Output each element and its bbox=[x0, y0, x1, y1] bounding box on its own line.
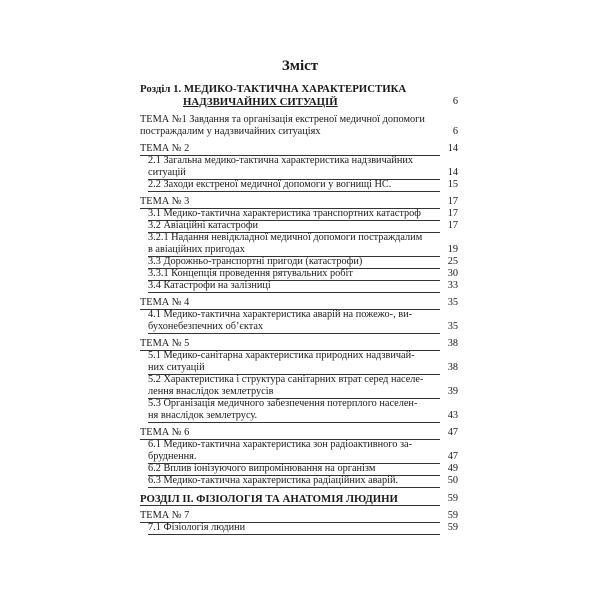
toc-entry bbox=[0, 96, 600, 108]
toc-entry-page: 30 bbox=[447, 268, 458, 279]
toc-entry-title: ТЕМА № 7 bbox=[140, 510, 190, 521]
toc-entry-page: 35 bbox=[447, 297, 458, 308]
toc-entry-title: лення внаслідок землетрусів bbox=[148, 386, 274, 397]
toc-entry-title: ТЕМА № 4 bbox=[140, 297, 190, 308]
toc-entry bbox=[0, 475, 600, 487]
toc-rule bbox=[148, 333, 440, 334]
toc-entry-page: 59 bbox=[447, 522, 458, 533]
toc-entry-page: 14 bbox=[447, 167, 458, 178]
toc-entry bbox=[0, 167, 600, 179]
toc-entry-title: ТЕМА № 3 bbox=[140, 196, 190, 207]
toc-entry-title: НАДЗВИЧАЙНИХ СИТУАЦІЙ bbox=[183, 96, 338, 108]
toc-entry-page: 59 bbox=[447, 510, 458, 521]
toc-rule bbox=[148, 292, 440, 293]
toc-entry-title: 3.3 Дорожньо-транспортні пригоди (катастрофи) bbox=[148, 256, 363, 267]
toc-entry bbox=[0, 510, 600, 522]
toc-entry-page: 33 bbox=[447, 280, 458, 291]
toc-entry-title: ТЕМА № 2 bbox=[140, 143, 190, 154]
toc-entry-title: них ситуацій bbox=[148, 362, 205, 373]
toc-entry-page: 47 bbox=[447, 427, 458, 438]
toc-entry bbox=[0, 179, 600, 191]
toc-entry bbox=[0, 463, 600, 475]
toc-entry bbox=[0, 114, 600, 126]
toc-entry bbox=[0, 297, 600, 309]
toc-entry bbox=[0, 268, 600, 280]
toc-entry-page: 39 bbox=[447, 386, 458, 397]
toc-entry-title: ТЕМА №1 Завдання та організація екстреної медичної допомоги bbox=[140, 114, 425, 125]
toc-entry bbox=[0, 350, 600, 362]
toc-entry-title: 3.4 Катастрофи на залізниці bbox=[148, 280, 271, 291]
toc-entry-page: 19 bbox=[447, 244, 458, 255]
toc-entry bbox=[0, 362, 600, 374]
toc-entry-title: РОЗДІЛ ІІ. ФІЗІОЛОГІЯ ТА АНАТОМІЯ ЛЮДИНИ bbox=[140, 493, 398, 505]
toc-rule bbox=[148, 422, 440, 423]
toc-rule bbox=[140, 505, 440, 506]
toc-entry-page: 17 bbox=[447, 220, 458, 231]
toc-entry-title: ня внаслідок землетрусу. bbox=[148, 410, 258, 421]
toc-entry-title: 5.1 Медико-санітарна характеристика природних надзвичай- bbox=[148, 350, 415, 361]
toc-rule bbox=[148, 534, 440, 535]
toc-entry-page: 38 bbox=[447, 362, 458, 373]
toc-entry-title: 6.1 Медико-тактична характеристика зон радіоактивного за- bbox=[148, 439, 413, 450]
toc-entry bbox=[0, 410, 600, 422]
toc-entry-title: бруднення. bbox=[148, 451, 197, 462]
toc-entry-title: в авіаційних пригодах bbox=[148, 244, 245, 255]
toc-entry-page: 14 bbox=[447, 143, 458, 154]
toc-entry-page: 43 bbox=[447, 410, 458, 421]
toc-entry-page: 6 bbox=[452, 126, 458, 137]
toc-entry bbox=[0, 155, 600, 167]
toc-entry-page: 49 bbox=[447, 463, 458, 474]
toc-entry-title: ТЕМА № 5 bbox=[140, 338, 190, 349]
toc-entry-title: 2.2 Заходи екстреної медичної допомоги у вогнищі НС. bbox=[148, 179, 392, 190]
toc-rule bbox=[148, 191, 440, 192]
toc-entry-title: постраждалим у надзвичайних ситуаціях bbox=[140, 126, 321, 137]
page-title: Зміст bbox=[281, 58, 319, 74]
toc-entry-page: 35 bbox=[447, 321, 458, 332]
toc-entry-title: бухонебезпечних об’єктах bbox=[148, 321, 264, 332]
toc-entry bbox=[0, 321, 600, 333]
toc-entry bbox=[0, 256, 600, 268]
toc-entry bbox=[0, 427, 600, 439]
toc-entry-title: 3.2 Авіаційні катастрофи bbox=[148, 220, 259, 231]
toc-entry bbox=[0, 493, 600, 505]
toc-entry-page: 15 bbox=[447, 179, 458, 190]
toc-entry-title: Розділ 1. МЕДИКО-ТАКТИЧНА ХАРАКТЕРИСТИКА bbox=[140, 83, 407, 95]
toc-entry bbox=[0, 143, 600, 155]
toc-entry bbox=[0, 439, 600, 451]
toc-entry-page: 59 bbox=[447, 493, 458, 504]
toc-entry-title: 3.1 Медико-тактична характеристика транспортних катастроф bbox=[148, 208, 421, 219]
toc-entry-page: 17 bbox=[447, 208, 458, 219]
toc-entry-page: 25 bbox=[447, 256, 458, 267]
toc-entry-page: 38 bbox=[447, 338, 458, 349]
toc-entry-title: 3.3.1 Концепція проведення рятувальних робіт bbox=[148, 268, 353, 279]
toc-entry-title: 6.3 Медико-тактична характеристика радіаційних аварій. bbox=[148, 475, 399, 486]
toc-entry bbox=[0, 208, 600, 220]
toc-entry-page: 6 bbox=[452, 96, 458, 107]
toc-entry bbox=[0, 309, 600, 321]
toc-entry-title: 2.1 Загальна медико-тактична характеристика надзвичайних bbox=[148, 155, 413, 166]
toc-entry-title: 6.2 Вплив іонізуючого випромінювання на організм bbox=[148, 463, 376, 474]
toc-entry-title: 7.1 Фізіологія людини bbox=[148, 522, 246, 533]
toc-entry-title: 5.2 Характеристика і структура санітарних втрат серед населе- bbox=[148, 374, 424, 385]
toc-entry-page: 50 bbox=[447, 475, 458, 486]
toc-entry bbox=[0, 280, 600, 292]
toc-entry-title: 3.2.1 Надання невідкладної медичної допомоги постраждалим bbox=[148, 232, 423, 243]
toc-entry bbox=[0, 398, 600, 410]
toc-entry bbox=[0, 451, 600, 463]
toc-entry-page: 47 bbox=[447, 451, 458, 462]
toc-entry-page: 17 bbox=[447, 196, 458, 207]
toc-entry bbox=[0, 386, 600, 398]
toc-entry bbox=[0, 232, 600, 244]
toc-entry bbox=[0, 338, 600, 350]
toc-entry bbox=[0, 374, 600, 386]
toc-entry bbox=[0, 196, 600, 208]
toc-entry-title: ТЕМА № 6 bbox=[140, 427, 190, 438]
toc-entry bbox=[0, 244, 600, 256]
toc-entry-title: ситуацій bbox=[148, 167, 186, 178]
toc-entry bbox=[0, 220, 600, 232]
toc-entry bbox=[0, 522, 600, 534]
toc-entry bbox=[0, 83, 600, 95]
toc-entry-title: 5.3 Організація медичного забезпечення потерплого населен- bbox=[148, 398, 418, 409]
toc-entry bbox=[0, 126, 600, 138]
toc-rule bbox=[148, 487, 440, 488]
toc-entry-title: 4.1 Медико-тактична характеристика аварій на пожежо-, ви- bbox=[148, 309, 413, 320]
